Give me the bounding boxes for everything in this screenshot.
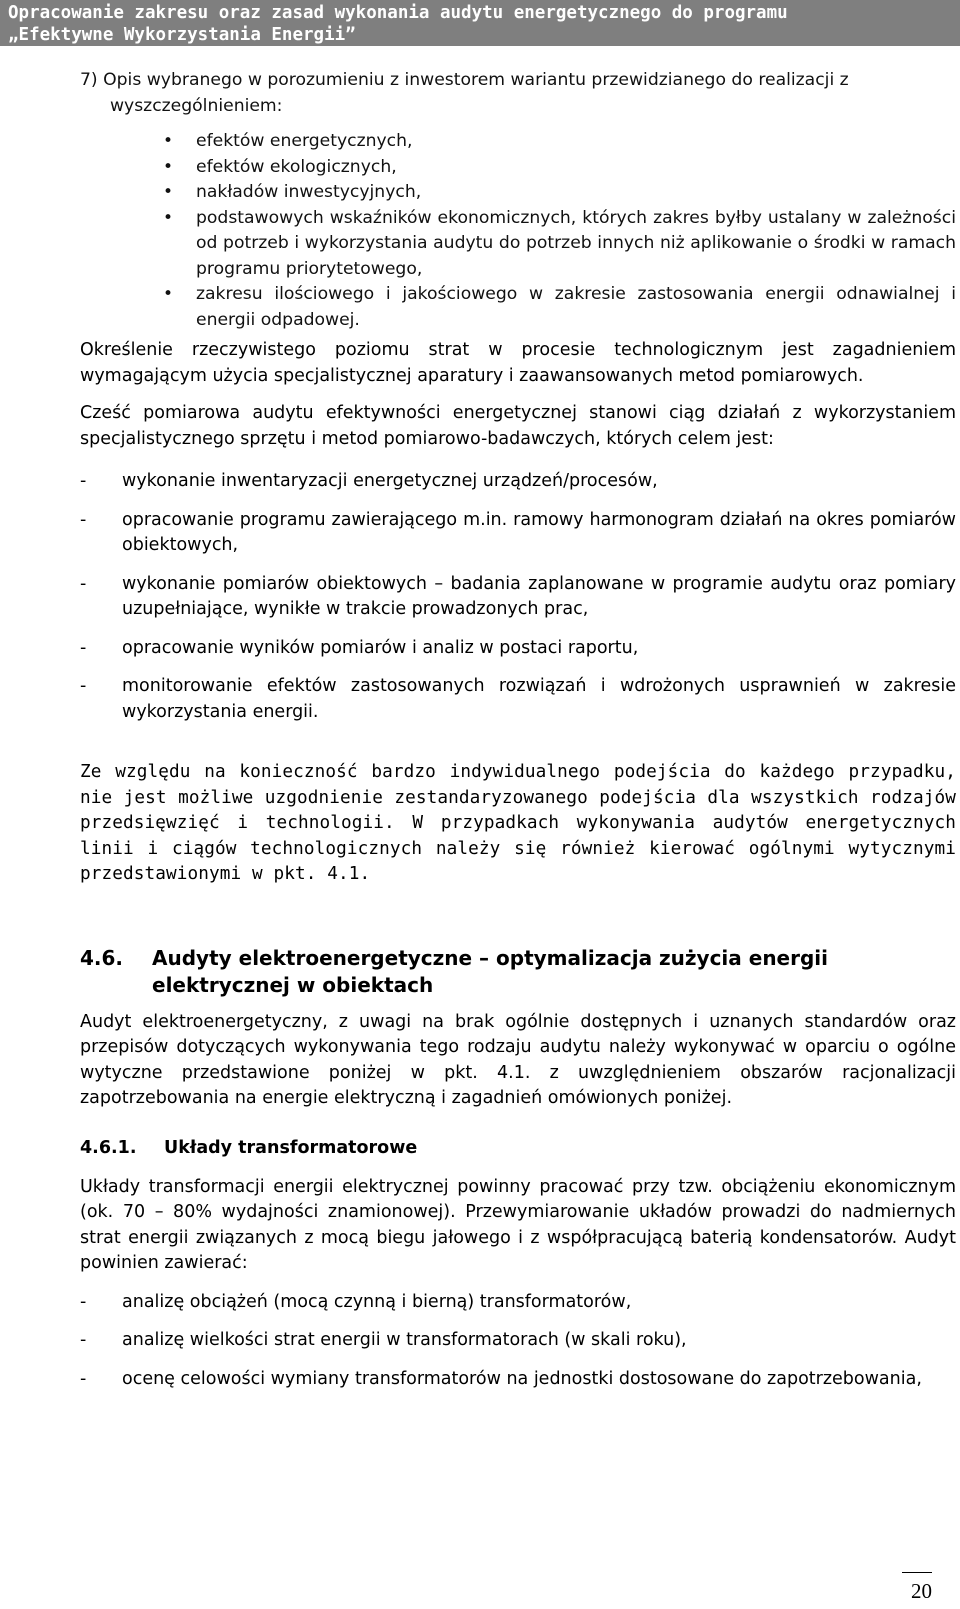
dash-item: - analizę obciążeń (mocą czynną i bierną) transformatorów, [122, 1290, 956, 1316]
bullet-item: • efektów ekologicznych, [196, 155, 956, 181]
document-header [0, 0, 960, 46]
paragraph-audyt-elektroenergetyczny: Audyt elektroenergetyczny, z uwagi na brak ogólnie dostępnych i uznanych standardów oraz przepisów dotyczących wykonywania tego rodzaju audytu należy wykonywać w oparciu o ogólne wytyczne przedstawione poniżej w pkt. 4.1. z uwzględnieniem obszarów racjonalizacji zapotrzebowania na energie elektryczną i zagadnień omówionych poniżej. [80, 1011, 956, 1108]
paragraph-okreslenie: Określenie rzeczywistego poziomu strat w procesie technologicznym jest zagadnieniem wymagającym użycia specjalistycznej aparatury i zaawansowanych metod pomiarowych. [80, 340, 956, 386]
subsection-title: Układy transformatorowe [164, 1137, 418, 1158]
section-4-6-heading [80, 945, 956, 999]
dash-item: - opracowanie wyników pomiarów i analiz w postaci raportu, [122, 636, 956, 662]
bullet-item: • zakresu ilościowego i jakościowego w zakresie zastosowania energii odnawialnej i energii odpadowej. [196, 282, 956, 333]
page-number: 20 [902, 1572, 932, 1603]
paragraph-uklady-transformacji: Układy transformacji energii elektrycznej powinny pracować przy tzw. obciążeniu ekonomicznym (ok. 70 – 80% wydajności znamionowej). Przewymiarowanie układów prowadzi do nadmiernych strat energii związanych z mocą biegu jałowego i z współpracującą baterią kondensatorów. Audyt powinien zawierać: [80, 1176, 956, 1273]
dash-item: - monitorowanie efektów zastosowanych rozwiązań i wdrożonych usprawnień w zakresie wykorzystania energii. [122, 674, 956, 725]
section-title: Audyty elektroenergetyczne – optymalizacja zużycia energii elektrycznej w obiektach [152, 945, 829, 997]
dash-item: - wykonanie pomiarów obiektowych – badania zaplanowane w programie audytu oraz pomiary uzupełniające, wynikłe w trakcie prowadzonych prac, [122, 572, 956, 623]
header-title-line-1: Opracowanie zakresu oraz zasad wykonania audytu energetycznego do programu [8, 3, 788, 23]
item-7-bullet-list [80, 129, 956, 333]
dash-item: - analizę wielkości strat energii w transformatorach (w skali roku), [122, 1328, 956, 1354]
header-title-line-2: „Efektywne Wykorzystania Energii” [8, 25, 356, 45]
paragraph-czesc-pomiarowa: Cześć pomiarowa audytu efektywności energetycznej stanowi ciąg działań z wykorzystaniem specjalistycznego sprzętu i metod pomiarowo-badawczych, których celem jest: [80, 403, 956, 449]
dash-item: - wykonanie inwentaryzacji energetycznej urządzeń/procesów, [122, 469, 956, 495]
bullet-item: • efektów energetycznych, [196, 129, 956, 155]
bullet-item: • podstawowych wskaźników ekonomicznych, których zakres byłby ustalany w zależności od potrzeb i wykorzystania audytu do potrzeb innych niż aplikowanie o środki w ramach programu priorytetowego, [196, 206, 956, 283]
paragraph-ze-wzgledu: Ze względu na konieczność bardzo indywidualnego podejścia do każdego przypadku, nie jest możliwe uzgodnienie zestandaryzowanego podejścia dla wszystkich rodzajów przedsięwzięć i technologii. W przypadkach wykonywania audytów energetycznych linii i ciągów technologicznych należy się również kierować ogólnymi wytycznymi przedstawionymi w pkt. 4.1. [80, 762, 956, 884]
dash-item: - opracowanie programu zawierającego m.in. ramowy harmonogram działań na okres pomiarów obiektowych, [122, 508, 956, 559]
section-4-6-1-heading [80, 1136, 956, 1161]
measurement-dash-list [80, 469, 956, 725]
bullet-item: • nakładów inwestycyjnych, [196, 180, 956, 206]
transformer-dash-list [80, 1290, 956, 1393]
subsection-number: 4.6.1. [80, 1137, 137, 1158]
item-7-heading: 7) Opis wybranego w porozumieniu z inwestorem wariantu przewidzianego do realizacji z wyszczególnieniem: [80, 70, 849, 116]
page-body [80, 68, 956, 1405]
section-number: 4.6. [80, 945, 124, 970]
dash-item: - ocenę celowości wymiany transformatorów na jednostki dostosowane do zapotrzebowania, [122, 1367, 956, 1393]
